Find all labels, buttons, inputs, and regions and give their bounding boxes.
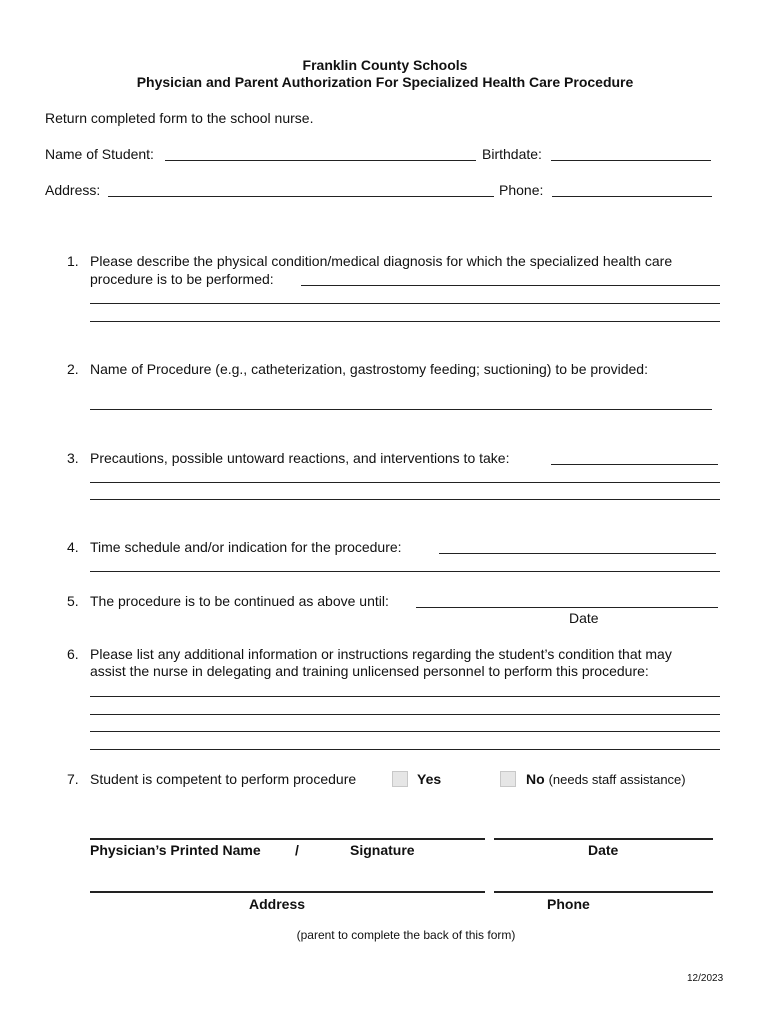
q5-date-field[interactable] (416, 607, 718, 608)
physician-phone-line[interactable] (494, 891, 713, 893)
physician-date-label: Date (588, 842, 619, 858)
q1-number: 1. (67, 253, 79, 269)
phone-label: Phone: (499, 182, 544, 198)
parent-note: (parent to complete the back of this form) (296, 928, 516, 942)
form-title: Physician and Parent Authorization For Specialized Health Care Procedure (136, 74, 634, 90)
q6-answer-line[interactable] (90, 696, 720, 697)
physician-printed-name-label: Physician’s Printed Name (90, 842, 261, 858)
birthdate-label: Birthdate: (482, 146, 542, 162)
form-version: 12/2023 (687, 973, 724, 984)
q3-number: 3. (67, 450, 79, 466)
yes-checkbox[interactable] (392, 771, 408, 787)
q3-answer-line[interactable] (90, 499, 720, 500)
q4-text: Time schedule and/or indication for the procedure: (90, 539, 402, 555)
school-name: Franklin County Schools (302, 57, 468, 73)
q3-answer-line[interactable] (551, 464, 718, 465)
q6-answer-line[interactable] (90, 714, 720, 715)
q7-text: Student is competent to perform procedure (90, 771, 357, 787)
no-label-group (526, 771, 686, 787)
no-checkbox[interactable] (500, 771, 516, 787)
phone-field[interactable] (552, 196, 712, 197)
label-separator: / (295, 842, 299, 858)
physician-address-line[interactable] (90, 891, 485, 893)
intro-text: Return completed form to the school nurse. (45, 110, 314, 126)
q5-number: 5. (67, 593, 79, 609)
q2-text: Name of Procedure (e.g., catheterization, gastrostomy feeding; suctioning) to be provided: (90, 361, 648, 377)
q6-answer-line[interactable] (90, 731, 720, 732)
q1-text-line1: Please describe the physical condition/medical diagnosis for which the specialized health care (90, 253, 673, 269)
signature-label: Signature (350, 842, 415, 858)
birthdate-field[interactable] (551, 160, 711, 161)
address-field[interactable] (108, 196, 494, 197)
no-label: No (526, 771, 545, 787)
q1-answer-line[interactable] (301, 285, 720, 286)
address-label: Address: (45, 182, 101, 198)
q5-date-label: Date (569, 610, 599, 626)
q1-answer-line[interactable] (90, 303, 720, 304)
q3-text: Precautions, possible untoward reactions, and interventions to take: (90, 450, 510, 466)
q2-answer-line[interactable] (90, 409, 712, 410)
physician-address-label: Address (249, 896, 306, 912)
student-name-field[interactable] (165, 160, 476, 161)
student-name-label: Name of Student: (45, 146, 154, 162)
no-note: (needs staff assistance) (548, 772, 686, 787)
q4-number: 4. (67, 539, 79, 555)
q1-answer-line[interactable] (90, 321, 720, 322)
physician-date-line[interactable] (494, 838, 713, 840)
q4-answer-line[interactable] (439, 553, 716, 554)
q5-text: The procedure is to be continued as above until: (90, 593, 389, 609)
q6-number: 6. (67, 646, 79, 662)
q4-answer-line[interactable] (90, 571, 720, 572)
q1-text-line2: procedure is to be performed: (90, 271, 274, 287)
q3-answer-line[interactable] (90, 482, 720, 483)
q6-text-line2: assist the nurse in delegating and training unlicensed personnel to perform this procedure: (90, 663, 649, 679)
q7-number: 7. (67, 771, 79, 787)
physician-phone-label: Phone (547, 896, 590, 912)
q6-text-line1: Please list any additional information or instructions regarding the student’s condition that may (90, 646, 672, 662)
physician-name-signature-line[interactable] (90, 838, 485, 840)
q2-number: 2. (67, 361, 79, 377)
yes-label: Yes (417, 771, 442, 787)
q6-answer-line[interactable] (90, 749, 720, 750)
